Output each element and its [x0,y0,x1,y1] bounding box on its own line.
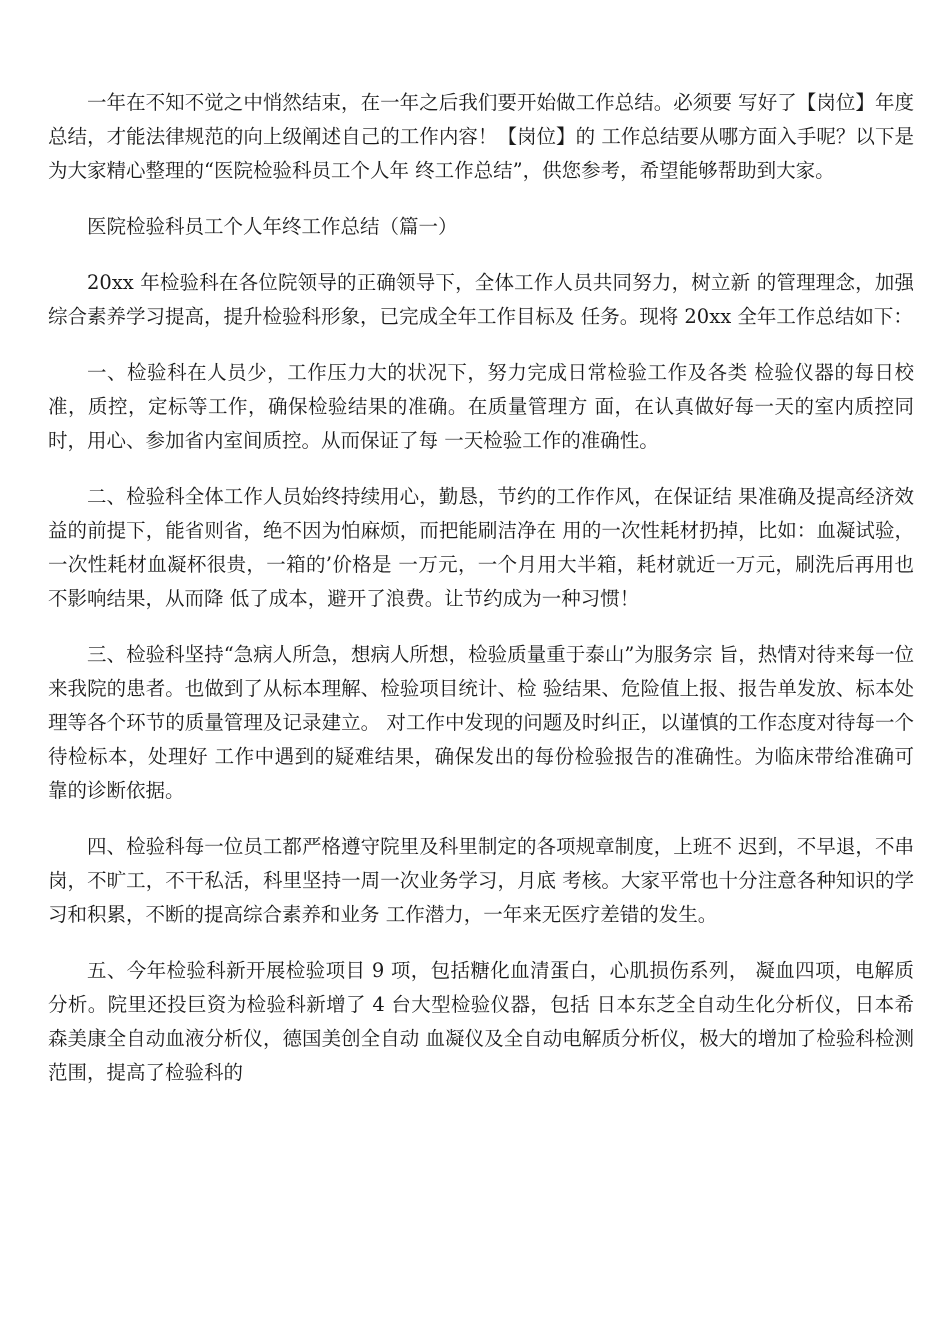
document-body [48,86,914,1112]
intro-paragraph: 一年在不知不觉之中悄然结束，在一年之后我们要开始做工作总结。必须要 写好了【岗位】年度总结，才能法律规范的向上级阐述自己的工作内容！【岗位】的 工作总结要从哪方面入手呢？以下是为大家精心整理的“医院检验科员工个人年 终工作总结”，供您参考，希望能够帮助到大家。 [48,91,914,182]
paragraph-item-4: 四、检验科每一位员工都严格遵守院里及科里制定的各项规章制度，上班不 迟到，不早退，不串岗，不旷工，不干私活，科里坚持一周一次业务学习，月底 考核。大家平常也十分注意各种知识的学习和积累，不断的提高综合素养和业务 工作潜力，一年来无医疗差错的发生。 [48,835,914,926]
paragraph-overview: 20xx 年检验科在各位院领导的正确领导下，全体工作人员共同努力，树立新 的管理理念，加强综合素养学习提高，提升检验科形象，已完成全年工作目标及 任务。现将 20xx 全年工作总结如下： [48,271,914,328]
paragraph-item-2: 二、检验科全体工作人员始终持续用心，勤恳，节约的工作作风，在保证结 果准确及提高经济效益的前提下，能省则省，绝不因为怕麻烦，而把能刷洁净在 用的一次性耗材扔掉，比如：血凝试验，一次性耗材血凝杯很贵，一箱的’价格是 一万元，一个月用大半箱，耗材就近一万元，刷洗后再用也不影响结果，从而降 低了成本，避开了浪费。让节约成为一种习惯！ [48,485,914,610]
section-heading: 医院检验科员工个人年终工作总结（篇一） [87,215,458,238]
paragraph-item-5: 五、今年检验科新开展检验项目 9 项，包括糖化血清蛋白，心肌损伤系列， 凝血四项，电解质分析。院里还投巨资为检验科新增了 4 台大型检验仪器，包括 日本东芝全自动生化分析仪，日本希森美康全自动血液分析仪，德国美创全自动 血凝仪及全自动电解质分析仪，极大的增加了检验科检测范围，提高了检验科的 [48,959,914,1084]
paragraph-item-1: 一、检验科在人员少，工作压力大的状况下，努力完成日常检验工作及各类 检验仪器的每日校准，质控，定标等工作，确保检验结果的准确。在质量管理方 面，在认真做好每一天的室内质控同时，用心、参加省内室间质控。从而保证了每 一天检验工作的准确性。 [48,361,914,452]
paragraph-item-3: 三、检验科坚持“急病人所急，想病人所想，检验质量重于泰山”为服务宗 旨，热情对待来每一位来我院的患者。也做到了从标本理解、检验项目统计、检 验结果、危险值上报、报告单发放、标本处理等各个环节的质量管理及记录建立。 对工作中发现的问题及时纠正，以谨慎的工作态度对待每一个待检标本，处理好 工作中遇到的疑难结果，确保发出的每份检验报告的准确性。为临床带给准确可 靠的诊断依据。 [48,643,914,802]
